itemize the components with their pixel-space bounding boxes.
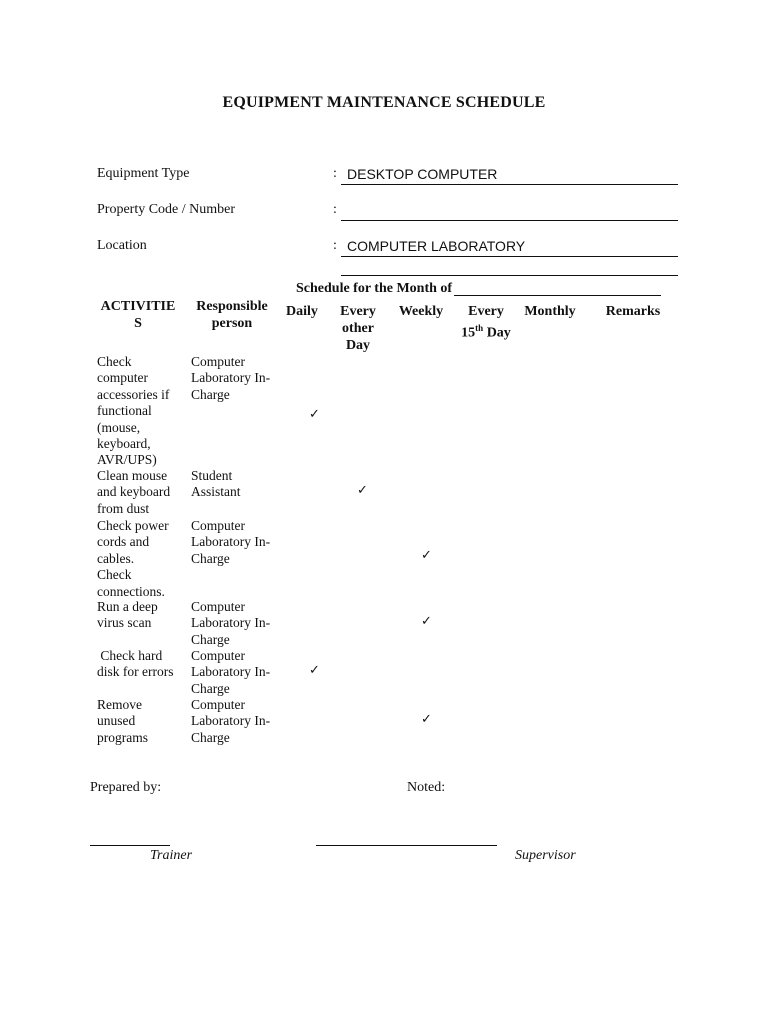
responsible-cell: Computer Laboratory In- Charge xyxy=(191,697,271,745)
column-header-every-other-day: Every other Day xyxy=(340,304,376,353)
activity-cell: Remove unused programs xyxy=(97,697,148,745)
location-field[interactable] xyxy=(341,238,678,257)
activity-cell: Run a deep virus scan xyxy=(97,599,158,631)
checkmark-icon: ✓ xyxy=(421,548,432,563)
location-label: Location xyxy=(97,238,147,253)
column-header-remarks: Remarks xyxy=(605,304,661,319)
location-value: COMPUTER LABORATORY xyxy=(347,238,526,254)
checkmark-icon: ✓ xyxy=(309,407,320,422)
responsible-cell: Computer Laboratory In- Charge xyxy=(191,354,271,402)
equipment-type-field[interactable] xyxy=(341,166,678,185)
responsible-cell: Student Assistant xyxy=(191,468,241,500)
equipment-type-label: Equipment Type xyxy=(97,166,190,181)
column-header-weekly: Weekly xyxy=(398,304,444,319)
column-header-responsible: Responsible person xyxy=(196,299,268,331)
schedule-month-label: Schedule for the Month of xyxy=(296,281,453,296)
responsible-cell: Computer Laboratory In- Charge xyxy=(191,648,271,696)
property-code-label: Property Code / Number xyxy=(97,202,236,217)
activity-cell: Check power cords and cables. Check connections. xyxy=(97,518,169,599)
trainer-signature-line[interactable] xyxy=(90,845,170,846)
checkmark-icon: ✓ xyxy=(421,712,432,727)
responsible-cell: Computer Laboratory In- Charge xyxy=(191,518,271,566)
activity-cell: Clean mouse and keyboard from dust xyxy=(97,468,171,516)
location-extra-line[interactable] xyxy=(341,257,678,276)
property-code-colon: : xyxy=(333,202,337,217)
schedule-month-field[interactable] xyxy=(454,281,661,296)
equipment-type-colon: : xyxy=(333,166,337,181)
supervisor-signature-line[interactable] xyxy=(316,845,497,846)
property-code-field[interactable] xyxy=(341,202,678,221)
checkmark-icon: ✓ xyxy=(357,483,368,498)
prepared-by-label: Prepared by: xyxy=(90,780,162,795)
column-header-activities: ACTIVITIE S xyxy=(100,299,176,331)
noted-label: Noted: xyxy=(407,780,446,795)
responsible-cell: Computer Laboratory In- Charge xyxy=(191,599,271,647)
trainer-label: Trainer xyxy=(150,848,193,863)
checkmark-icon: ✓ xyxy=(421,614,432,629)
activity-cell: Check hard disk for errors xyxy=(97,648,174,680)
supervisor-label: Supervisor xyxy=(515,848,576,863)
location-colon: : xyxy=(333,238,337,253)
column-header-monthly: Monthly xyxy=(524,304,576,319)
column-header-daily: Daily xyxy=(286,304,318,319)
activity-cell: Check computer accessories if functional (mouse, keyboard, AVR/UPS) xyxy=(97,354,170,468)
checkmark-icon: ✓ xyxy=(309,663,320,678)
document-title: EQUIPMENT MAINTENANCE SCHEDULE xyxy=(222,94,546,111)
equipment-type-value: DESKTOP COMPUTER xyxy=(347,166,498,182)
column-header-every-15th-day: Every 15th Day xyxy=(461,304,511,341)
property-code-value xyxy=(341,202,347,218)
